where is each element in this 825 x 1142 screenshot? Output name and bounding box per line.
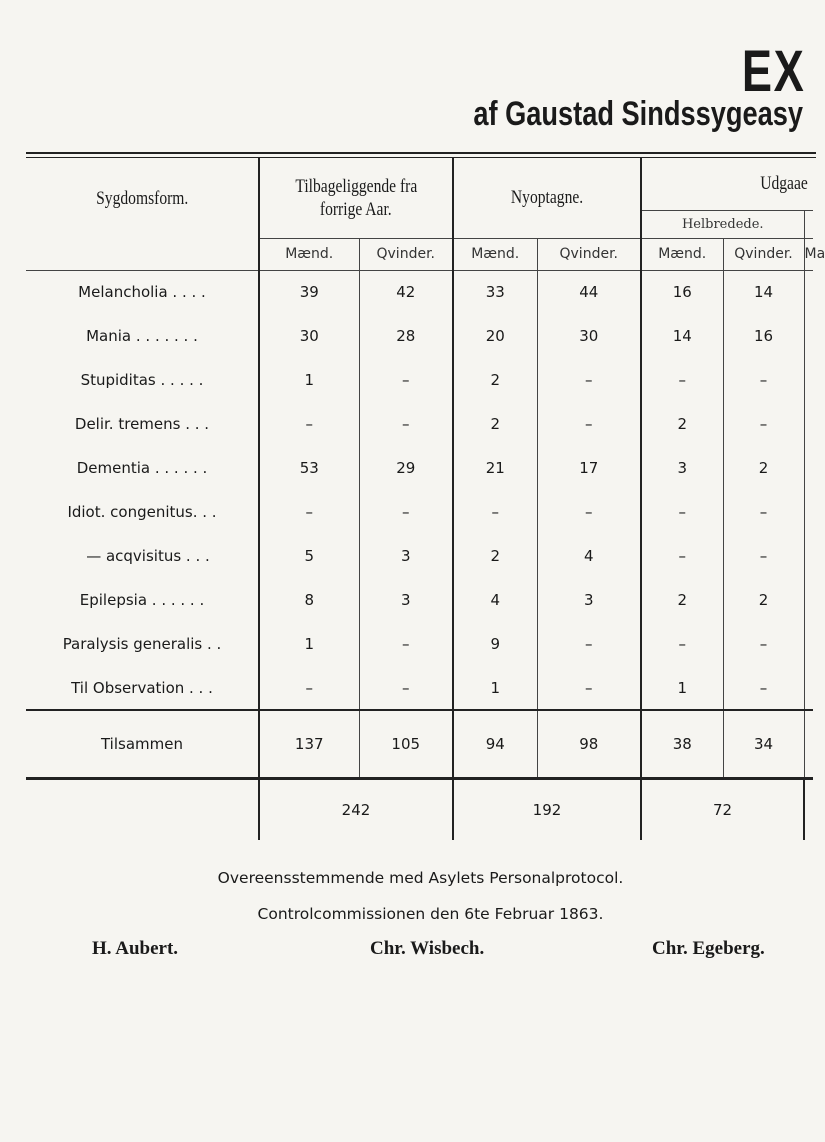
header-discharged: Udgaae xyxy=(641,158,813,210)
table-row xyxy=(26,314,813,358)
table-row xyxy=(26,358,813,402)
signature-aubert: H. Aubert. xyxy=(92,938,179,959)
row-label: Dementia . . . . . . xyxy=(76,459,208,477)
footer-commission: Controlcommissionen den 6te Februar 1863. xyxy=(257,905,604,923)
statistics-table xyxy=(26,158,825,840)
table-cell: – xyxy=(537,358,641,402)
header-men-cured: Mænd. xyxy=(641,238,723,270)
table-cell: 2 xyxy=(453,534,537,578)
table-cell: 14 xyxy=(641,314,723,358)
table-cell: – xyxy=(359,490,453,534)
row-label: Melancholia . . . . xyxy=(78,283,206,302)
header-women-prev: Qvinder. xyxy=(359,238,453,270)
table-cell: – xyxy=(259,490,359,534)
table-cell xyxy=(804,402,813,446)
table-cell xyxy=(804,270,813,314)
table-cell: 8 xyxy=(259,578,359,622)
table-cell xyxy=(804,710,813,778)
table-cell: 21 xyxy=(453,446,537,490)
table-cell: 2 xyxy=(723,446,804,490)
table-cell: 3 xyxy=(641,446,723,490)
grand-total-previous: 242 xyxy=(259,778,453,840)
table-cell: – xyxy=(641,490,723,534)
table-cell: 94 xyxy=(453,710,537,778)
row-label: Epilepsia . . . . . . xyxy=(79,591,205,609)
table-cell: 3 xyxy=(359,578,453,622)
table-cell: 2 xyxy=(641,402,723,446)
table-cell: 2 xyxy=(723,578,804,622)
row-label: — acqvisitus . . . xyxy=(86,547,210,565)
table-row xyxy=(26,270,813,314)
table-cell: 1 xyxy=(259,358,359,402)
row-label: Paralysis generalis . . xyxy=(62,635,222,653)
table-row xyxy=(26,402,813,446)
table-row xyxy=(26,666,813,710)
header-cured-blank xyxy=(804,210,813,238)
signature-egeberg: Chr. Egeberg. xyxy=(652,938,765,959)
row-label: Til Observation . . . xyxy=(71,678,213,697)
grand-total-new: 192 xyxy=(453,778,641,840)
header-new-admissions: Nyoptagne. xyxy=(453,158,641,238)
header-women-new: Qvinder. xyxy=(537,238,641,270)
table-cell: – xyxy=(537,666,641,710)
table-cell: – xyxy=(723,402,804,446)
table-cell: 2 xyxy=(453,358,537,402)
table-row xyxy=(26,534,813,578)
table-cell: 14 xyxy=(723,270,804,314)
table-cell: 16 xyxy=(641,270,723,314)
table-cell: 2 xyxy=(641,578,723,622)
table-cell: – xyxy=(723,666,804,710)
table-cell xyxy=(804,446,813,490)
table-cell: 44 xyxy=(537,270,641,314)
table-cell: 2 xyxy=(453,402,537,446)
table-cell xyxy=(804,622,813,666)
table-cell: – xyxy=(453,490,537,534)
table-cell: 30 xyxy=(259,314,359,358)
table-cell: – xyxy=(359,622,453,666)
table-cell: 1 xyxy=(453,666,537,710)
table-cell: 38 xyxy=(641,710,723,778)
table-cell: 4 xyxy=(537,534,641,578)
table-cell: 39 xyxy=(259,270,359,314)
table-cell: – xyxy=(641,622,723,666)
header-row-blank xyxy=(26,238,259,270)
table-row xyxy=(26,578,813,622)
table-cell: 30 xyxy=(537,314,641,358)
table-cell: 1 xyxy=(641,666,723,710)
table-cell: – xyxy=(359,358,453,402)
table-cell: – xyxy=(641,534,723,578)
table-cell: – xyxy=(259,666,359,710)
table-cell: 3 xyxy=(359,534,453,578)
table-cell: 34 xyxy=(723,710,804,778)
table-cell: 28 xyxy=(359,314,453,358)
table-row xyxy=(26,622,813,666)
row-label: Idiot. congenitus. . . xyxy=(67,503,217,521)
table-cell xyxy=(804,358,813,402)
table-cell: 1 xyxy=(259,622,359,666)
table-cell xyxy=(804,534,813,578)
table-cell: 53 xyxy=(259,446,359,490)
table-cell: – xyxy=(723,490,804,534)
table-cell: 42 xyxy=(359,270,453,314)
table-cell: 17 xyxy=(537,446,641,490)
table-cell: – xyxy=(259,402,359,446)
header-men-discharged: Ma xyxy=(804,238,813,270)
table-cell: 9 xyxy=(453,622,537,666)
header-cured: Helbredede. xyxy=(641,210,804,238)
header-previous-year: Tilbageliggende fra forrige Aar. xyxy=(259,158,453,238)
row-label: Delir. tremens . . . xyxy=(74,415,210,433)
table-cell xyxy=(804,490,813,534)
table-cell xyxy=(804,578,813,622)
page-heading-main: EX xyxy=(741,39,805,104)
table-cell: 4 xyxy=(453,578,537,622)
grand-totals-row xyxy=(26,778,813,840)
table-cell: – xyxy=(723,622,804,666)
grand-totals-blank xyxy=(26,778,259,840)
table-cell: 16 xyxy=(723,314,804,358)
row-label: Mania . . . . . . . xyxy=(86,327,198,345)
table-cell: – xyxy=(537,402,641,446)
table-cell: 3 xyxy=(537,578,641,622)
table-cell xyxy=(804,314,813,358)
header-men-prev: Mænd. xyxy=(259,238,359,270)
signature-wisbech: Chr. Wisbech. xyxy=(370,938,485,959)
table-cell: 33 xyxy=(453,270,537,314)
header-women-cured: Qvinder. xyxy=(723,238,804,270)
table-cell: – xyxy=(537,622,641,666)
table-cell: 105 xyxy=(359,710,453,778)
totals-label: Tilsammen xyxy=(26,710,259,778)
table-row xyxy=(26,446,813,490)
table-cell xyxy=(804,778,813,840)
grand-total-cured: 72 xyxy=(641,778,804,840)
table-cell: 137 xyxy=(259,710,359,778)
table-row xyxy=(26,490,813,534)
table-cell xyxy=(804,666,813,710)
footer-statement: Overeensstemmende med Asylets Personalprotocol. xyxy=(217,869,624,887)
table-cell: – xyxy=(537,490,641,534)
page-heading-subtitle: af Gaustad Sindssygeasy xyxy=(473,95,803,133)
table-cell: 5 xyxy=(259,534,359,578)
table-cell: 20 xyxy=(453,314,537,358)
table-cell: – xyxy=(641,358,723,402)
header-men-new: Mænd. xyxy=(453,238,537,270)
table-top-rule xyxy=(26,152,816,154)
table-cell: 29 xyxy=(359,446,453,490)
table-cell: – xyxy=(723,358,804,402)
table-cell: – xyxy=(359,666,453,710)
table-cell: 98 xyxy=(537,710,641,778)
row-label: Stupiditas . . . . . xyxy=(80,371,204,389)
header-disease: Sygdomsform. xyxy=(95,187,189,209)
table-cell: – xyxy=(359,402,453,446)
table-cell: – xyxy=(723,534,804,578)
totals-row xyxy=(26,710,813,778)
